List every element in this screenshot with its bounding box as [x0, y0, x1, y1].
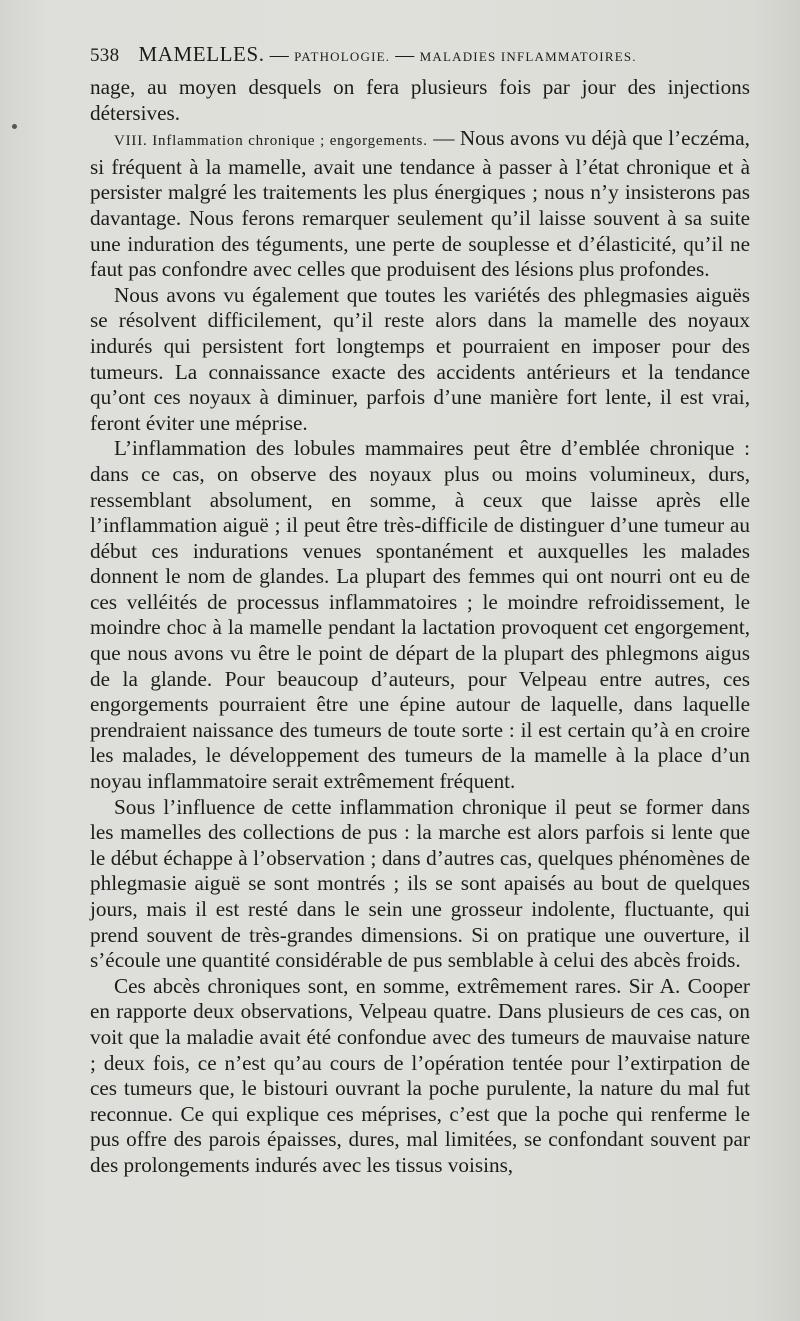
margin-dot — [12, 124, 17, 129]
header-title: MAMELLES. — [138, 42, 265, 66]
section-heading: VIII. Inflammation chronique ; engorgements. — [114, 133, 428, 150]
paragraph: L’inflammation des lobules mammaires peut être d’emblée chronique : dans ce cas, on observe des noyaux plus ou moins volumineux, durs, ressemblant absolument, en somme, à ceux que laisse après elle l’inflammation aiguë ; il peut être très-difficile de distinguer d’une tumeur au début ces indurations venues spontanément et auxquelles les malades donnent le nom de glandes. La plupart des femmes qui ont nourri ont eu de ces velléités de processus inflammatoires ; le moindre refroidissement, le moindre choc à la mamelle pendant la lactation provoquent cet engorgement, que nous avons vu être le point de départ de la plupart des phlegmons aigus de la glande. Pour beaucoup d’auteurs, pour Velpeau entre autres, ces engorgements pourraient être une épine autour de laquelle, dans laquelle prendraient naissance des tumeurs de toute sorte : il est certain qu’à en croire les malades, le développement des tumeurs de la mamelle à la place d’un noyau inflammatoire serait extrêmement fréquent. — [90, 436, 750, 794]
running-header — [90, 42, 750, 67]
paragraph: Nous avons vu également que toutes les variétés des phlegmasies aiguës se résolvent difficilement, qu’il reste alors dans la mamelle des noyaux indurés qui persistent fort longtemps et pourraient en imposer pour des tumeurs. La connaissance exacte des accidents antérieurs et la tendance qu’ont ces noyaux à diminuer, parfois d’une manière fort lente, il est vrai, feront éviter une méprise. — [90, 282, 750, 435]
paragraph: Sous l’influence de cette inflammation chronique il peut se former dans les mamelles des collections de pus : la marche est alors parfois si lente que le début échappe à l’observation ; dans d’autres cas, quelques phénomènes de phlegmasie aiguë se sont montrés ; ils se sont apaisés au bout de quelques jours, mais il est resté dans le sein une grosseur indolente, fluctuante, qui prend souvent de très-grandes dimensions. Si on pratique une ouverture, il s’écoule une quantité considérable de pus semblable à celui des abcès froids. — [90, 794, 750, 973]
paragraph: Ces abcès chroniques sont, en somme, extrêmement rares. Sir A. Cooper en rapporte deux observations, Velpeau quatre. Dans plusieurs de ces cas, on voit que la maladie avait été confondue avec des tumeurs de mauvaise nature ; deux fois, ce n’est qu’au cours de l’opération tentée pour l’extirpation de ces tumeurs que, le bistouri ouvrant la poche purulente, la nature du mal fut reconnue. Ce qui explique ces méprises, c’est que la poche qui renferme le pus offre des parois épaisses, dures, mal limitées, se confondant souvent par des prolongements indurés avec les tissus voisins, — [90, 973, 750, 1177]
header-dash: — — [395, 45, 415, 66]
page-body — [90, 75, 750, 1179]
header-dash: — — [269, 45, 289, 66]
page-number: 538 — [90, 45, 120, 66]
paragraph: nage, au moyen desquels on fera plusieurs fois par jour des injections détersives. — [90, 75, 750, 125]
paragraph-text: — Nous avons vu déjà que l’eczéma, si fréquent à la mamelle, avait une tendance à passer à l’état chronique et à persister malgré les traitements les plus énergiques ; nous n’y insisterons pas davantage. Nous ferons remarquer seulement qu’il laisse souvent à sa suite une induration des téguments, une perte de souplesse et d’élasticité, qu’il ne faut pas confondre avec celles que produisent des lésions plus profondes. — [90, 126, 750, 282]
header-subsection: MALADIES INFLAMMATOIRES. — [419, 49, 637, 64]
header-section: PATHOLOGIE. — [294, 49, 391, 64]
section-paragraph — [90, 126, 750, 283]
